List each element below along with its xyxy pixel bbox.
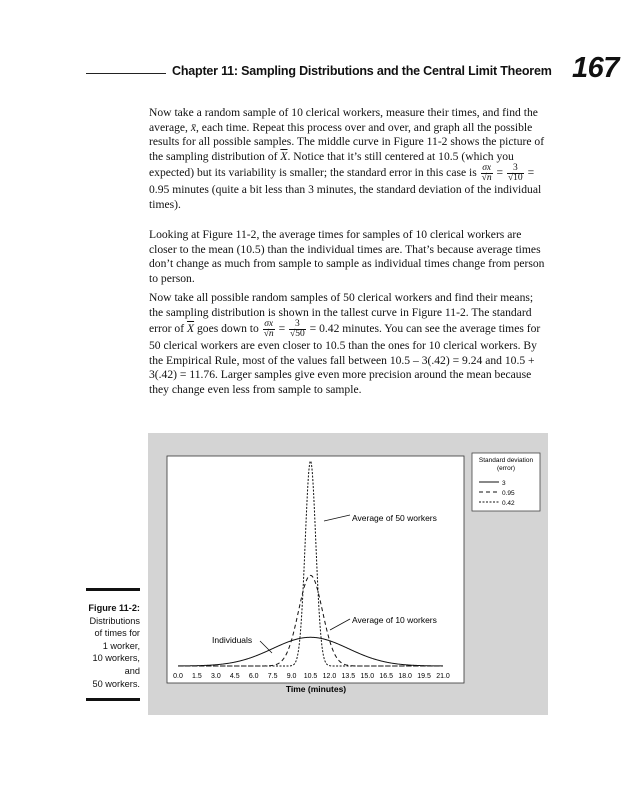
x-bar-symbol: $\overline{X}$ [280,149,288,163]
caption-line: 50 workers. [92,678,140,689]
x-tick-label: 18.0 [398,673,412,680]
figure-panel [148,433,548,715]
p1-text-d: = 0.95 minutes (quite a bit less than 3 minutes, the standard deviation of the individual times). [149,166,542,211]
fraction-sigma-over-root-n [481,164,493,183]
page-number: 167 [572,52,619,84]
fraction-numerator: σx [264,319,274,330]
x-tick-label: 13.5 [341,673,356,680]
p3-text-c: = 0.42 minutes. You can see the average times for 50 clerical workers are even closer to 10.5 than the ones for 10 clerical workers. By the Empirical Rule, most of the values fall between 10.5 – 3(.42) = 9.24 and 10.5 + 3(.42) = 11.76. Larger samples give even more precision around the mean because they change even less from sample to sample. [149,322,541,396]
equals-sign: = [493,166,506,180]
equals-sign: = [275,322,289,336]
caption-line: of times for [94,628,140,639]
x-tick-label: 0.0 [173,673,183,680]
caption-line: and [124,665,140,676]
legend-label-3: 3 [502,480,506,487]
p3-text-b: goes down to [194,322,262,336]
x-axis-label: Time (minutes) [285,684,347,694]
fraction-denominator: √10 [507,173,523,184]
fraction-numerator: 3 [507,164,524,174]
x-tick-label: 6.0 [248,673,259,680]
x-bar-symbol: x̄ [190,120,196,134]
p3-text-a: Now take all possible random samples of 50 clerical workers and find their means; the sampling distribution is shown in the tallest curve in Figure 11-2. The standard error of [149,291,534,336]
x-bar-symbol: $\overline{X}$ [186,322,195,336]
caption-line: 10 workers, [92,653,140,664]
x-tick-label: 9.0 [286,673,297,680]
fraction-denominator: √50 [290,329,305,340]
figure-caption [86,602,140,690]
p1-text-c: . Notice that it’s still centered at 10.5 (which you expected) but its variability is smaller; the standard error in this case is [149,149,514,180]
fraction-numerator: 3 [289,320,306,330]
p1-text-a: Now take a random sample of 10 clerical workers, measure their times, and find the average, [149,106,538,134]
fraction-3-over-root-50 [289,320,306,339]
x-tick-label: 4.5 [229,673,240,680]
x-axis-ticks [173,673,450,680]
x-tick-label: 10.5 [303,673,318,680]
caption-line: 1 worker, [102,640,140,651]
x-tick-label: 3.0 [210,673,221,680]
fraction-sigma-over-root-n [263,320,275,339]
legend-title-line-1: Standard deviation [478,457,534,464]
x-tick-label: 19.5 [417,673,431,680]
annotation-average-10: Average of 10 workers [352,615,437,625]
legend-label-095: 0.95 [502,490,515,497]
annotation-average-50: Average of 50 workers [352,513,437,523]
fraction-numerator: σx [482,163,492,174]
annotation-individuals: Individuals [212,635,253,645]
plot-area [167,456,464,683]
distribution-chart [148,433,548,715]
legend [472,453,540,511]
figure-label: Figure 11-2: [88,603,140,613]
paragraph-3 [149,291,547,398]
legend-title-line-2: (error) [496,465,516,472]
x-tick-label: 7.5 [267,673,278,680]
paragraph-1 [149,106,547,213]
caption-top-bar [86,588,140,591]
p1-text-b: , each time. Repeat this process over and over, and graph all the possible results for all possible samples. The middle curve in Figure 11-2 shows the picture of the sampling distribution of [149,120,545,163]
chapter-title: Chapter 11: Sampling Distributions and the Central Limit Theorem [172,64,552,78]
x-tick-label: 15.0 [360,673,375,680]
fraction-3-over-root-10 [507,164,524,183]
fraction-denominator: √n [263,329,274,340]
x-tick-label: 16.5 [379,673,394,680]
legend-label-042: 0.42 [502,500,515,507]
caption-bottom-bar [86,698,140,701]
paragraph-2: Looking at Figure 11-2, the average times for samples of 10 clerical workers are closer to the mean (10.5) than the individual times are. That’s because average times don’t change as much from sample to sample as individual times change from person to person. [149,228,545,285]
x-tick-label: 21.0 [436,673,450,680]
x-tick-label: 12.0 [322,673,337,680]
header-rule [86,73,166,74]
fraction-denominator: √n [481,173,492,184]
x-tick-label: 1.5 [192,673,202,680]
caption-line: Distributions [89,615,140,626]
